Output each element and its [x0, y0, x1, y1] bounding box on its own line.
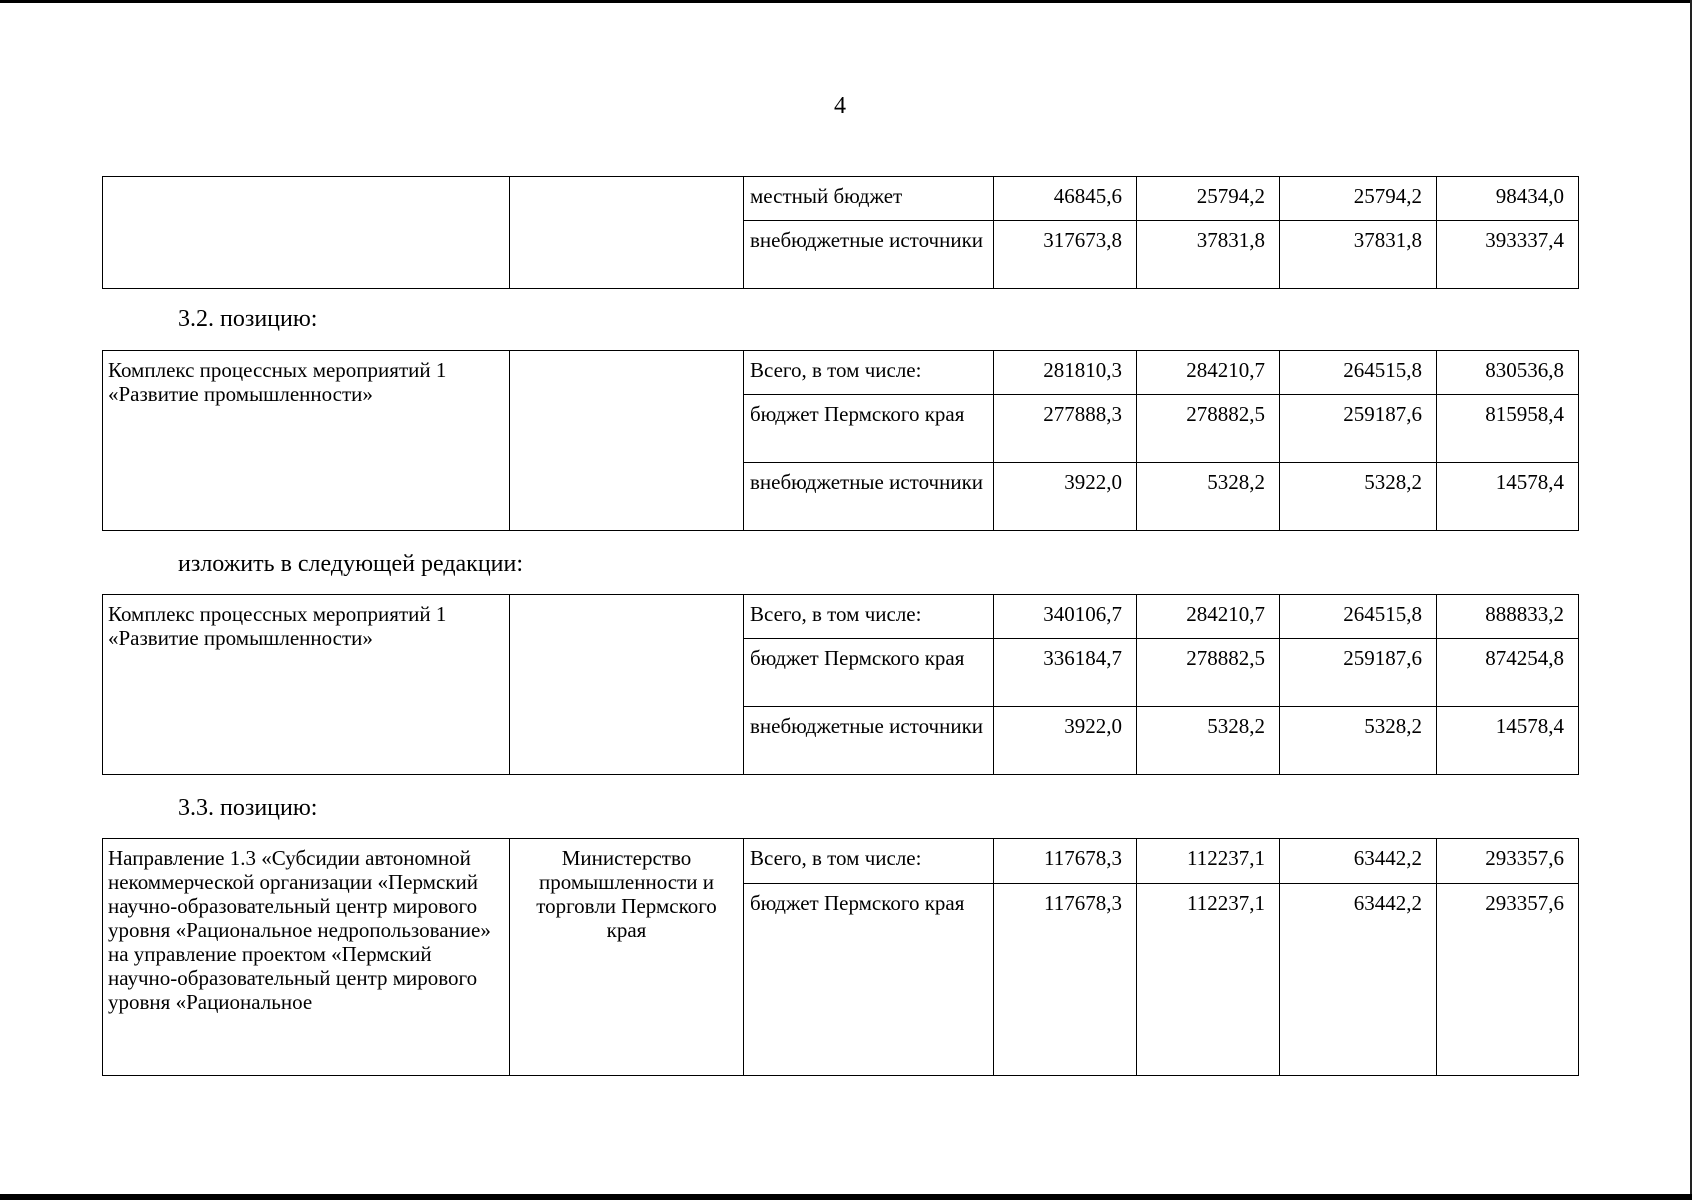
value-cell: 5328,2	[1280, 707, 1437, 775]
position-description: Комплекс процессных мероприятий 1 «Развитие промышленности»	[103, 595, 510, 775]
value-cell: 46845,6	[994, 177, 1137, 221]
funding-source: внебюджетные источники	[744, 707, 994, 775]
budget-table-new-edition	[102, 594, 1579, 775]
budget-table-position-3-3	[102, 838, 1579, 1076]
value-cell: 281810,3	[994, 351, 1137, 395]
value-cell: 14578,4	[1437, 707, 1579, 775]
value-cell: 25794,2	[1280, 177, 1437, 221]
value-cell: 340106,7	[994, 595, 1137, 639]
page-number: 4	[834, 93, 846, 119]
funding-source: Всего, в том числе:	[744, 595, 994, 639]
table-row	[103, 839, 1579, 884]
value-cell: 63442,2	[1280, 839, 1437, 884]
value-cell: 259187,6	[1280, 639, 1437, 707]
position-description: Комплекс процессных мероприятий 1 «Развитие промышленности»	[103, 351, 510, 531]
value-cell: 112237,1	[1137, 884, 1280, 1076]
value-cell: 112237,1	[1137, 839, 1280, 884]
funding-source: бюджет Пермского края	[744, 884, 994, 1076]
value-cell: 293357,6	[1437, 884, 1579, 1076]
value-cell: 5328,2	[1137, 463, 1280, 531]
funding-source: Всего, в том числе:	[744, 351, 994, 395]
value-cell: 117678,3	[994, 884, 1137, 1076]
funding-source: местный бюджет	[744, 177, 994, 221]
responsible-organization: Министерство промышленности и торговли Пермского края	[510, 839, 744, 1076]
section-heading: 3.2. позицию:	[178, 306, 318, 332]
position-description	[103, 177, 510, 289]
value-cell: 3922,0	[994, 707, 1137, 775]
value-cell: 5328,2	[1137, 707, 1280, 775]
value-cell: 284210,7	[1137, 351, 1280, 395]
value-cell: 5328,2	[1280, 463, 1437, 531]
value-cell: 278882,5	[1137, 639, 1280, 707]
value-cell: 264515,8	[1280, 351, 1437, 395]
value-cell: 14578,4	[1437, 463, 1579, 531]
value-cell: 259187,6	[1280, 395, 1437, 463]
value-cell: 117678,3	[994, 839, 1137, 884]
value-cell: 888833,2	[1437, 595, 1579, 639]
responsible-organization	[510, 351, 744, 531]
value-cell: 284210,7	[1137, 595, 1280, 639]
value-cell: 393337,4	[1437, 221, 1579, 289]
funding-source: внебюджетные источники	[744, 463, 994, 531]
funding-source: бюджет Пермского края	[744, 395, 994, 463]
value-cell: 278882,5	[1137, 395, 1280, 463]
responsible-organization	[510, 595, 744, 775]
responsible-organization	[510, 177, 744, 289]
table-row	[103, 595, 1579, 639]
funding-source: бюджет Пермского края	[744, 639, 994, 707]
position-description: Направление 1.3 «Субсидии автономной некоммерческой организации «Пермский научно-образовательный центр мирового уровня «Рациональное недропользование» на управление проектом «Пермский научно-образовательный центр мирового уровня «Рациональное	[103, 839, 510, 1076]
value-cell: 293357,6	[1437, 839, 1579, 884]
value-cell: 25794,2	[1137, 177, 1280, 221]
value-cell: 336184,7	[994, 639, 1137, 707]
value-cell: 3922,0	[994, 463, 1137, 531]
value-cell: 277888,3	[994, 395, 1137, 463]
value-cell: 874254,8	[1437, 639, 1579, 707]
funding-source: Всего, в том числе:	[744, 839, 994, 884]
value-cell: 815958,4	[1437, 395, 1579, 463]
table-row	[103, 177, 1579, 221]
table-row	[103, 351, 1579, 395]
scan-edge-bottom	[0, 1194, 1692, 1200]
value-cell: 98434,0	[1437, 177, 1579, 221]
value-cell: 63442,2	[1280, 884, 1437, 1076]
funding-source: внебюджетные источники	[744, 221, 994, 289]
value-cell: 264515,8	[1280, 595, 1437, 639]
section-heading: изложить в следующей редакции:	[178, 551, 524, 577]
value-cell: 37831,8	[1137, 221, 1280, 289]
value-cell: 830536,8	[1437, 351, 1579, 395]
budget-table-continuation	[102, 176, 1579, 289]
scan-edge-top	[0, 0, 1692, 3]
budget-table-position-3-2	[102, 350, 1579, 531]
value-cell: 37831,8	[1280, 221, 1437, 289]
value-cell: 317673,8	[994, 221, 1137, 289]
section-heading: 3.3. позицию:	[178, 795, 318, 821]
